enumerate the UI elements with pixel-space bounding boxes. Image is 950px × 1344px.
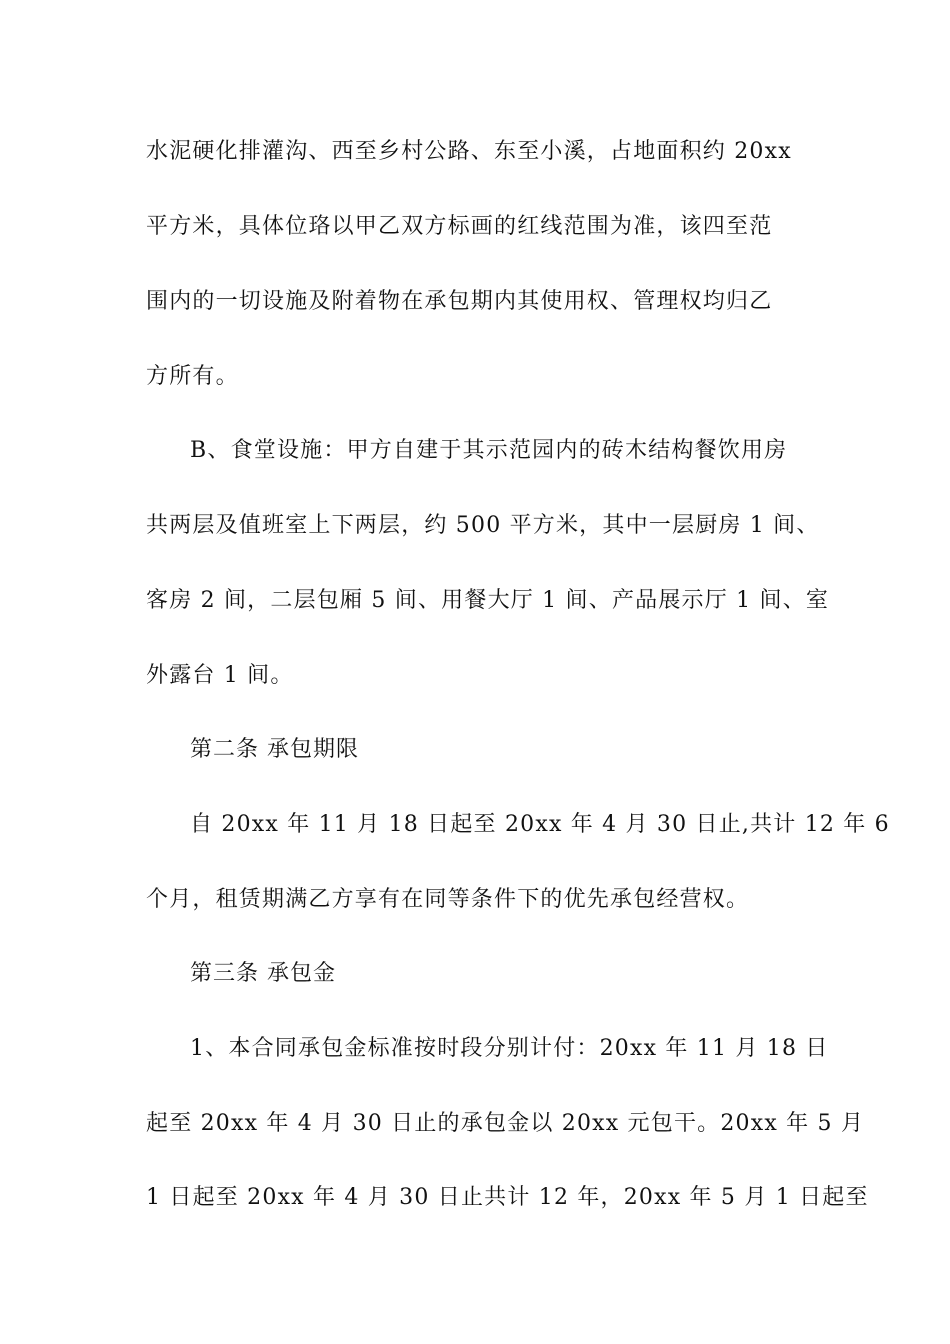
paragraph-first-line: 自 20xx 年 11 月 18 日起至 20xx 年 4 月 30 日止,共计 12 年 6 bbox=[190, 812, 890, 837]
paragraph-first-line: 1、本合同承包金标准按时段分别计付：20xx 年 11 月 18 日 bbox=[190, 1036, 829, 1061]
text-line: 个月，租赁期满乙方享有在同等条件下的优先承包经营权。 bbox=[146, 887, 750, 912]
text-line: 共两层及值班室上下两层，约 500 平方米，其中一层厨房 1 间、 bbox=[146, 513, 820, 538]
text-line: 1 日起至 20xx 年 4 月 30 日止共计 12 年，20xx 年 5 月 1 日起至 bbox=[146, 1185, 869, 1210]
text-line: 水泥硬化排灌沟、西至乡村公路、东至小溪，占地面积约 20xx bbox=[146, 139, 792, 164]
text-line: 外露台 1 间。 bbox=[146, 663, 294, 688]
text-line: 方所有。 bbox=[146, 364, 239, 389]
text-line: 起至 20xx 年 4 月 30 日止的承包金以 20xx 元包干。20xx 年 5 月 bbox=[146, 1111, 865, 1136]
text-line: 客房 2 间，二层包厢 5 间、用餐大厅 1 间、产品展示厅 1 间、室 bbox=[146, 588, 830, 613]
paragraph-first-line: B、食堂设施：甲方自建于其示范园内的砖木结构餐饮用房 bbox=[190, 438, 788, 463]
text-line: 平方米，具体位珞以甲乙双方标画的红线范围为准，该四至范 bbox=[146, 214, 773, 239]
section-heading: 第二条 承包期限 bbox=[190, 737, 359, 762]
section-heading: 第三条 承包金 bbox=[190, 961, 336, 986]
text-line: 围内的一切设施及附着物在承包期内其使用权、管理权均归乙 bbox=[146, 289, 773, 314]
